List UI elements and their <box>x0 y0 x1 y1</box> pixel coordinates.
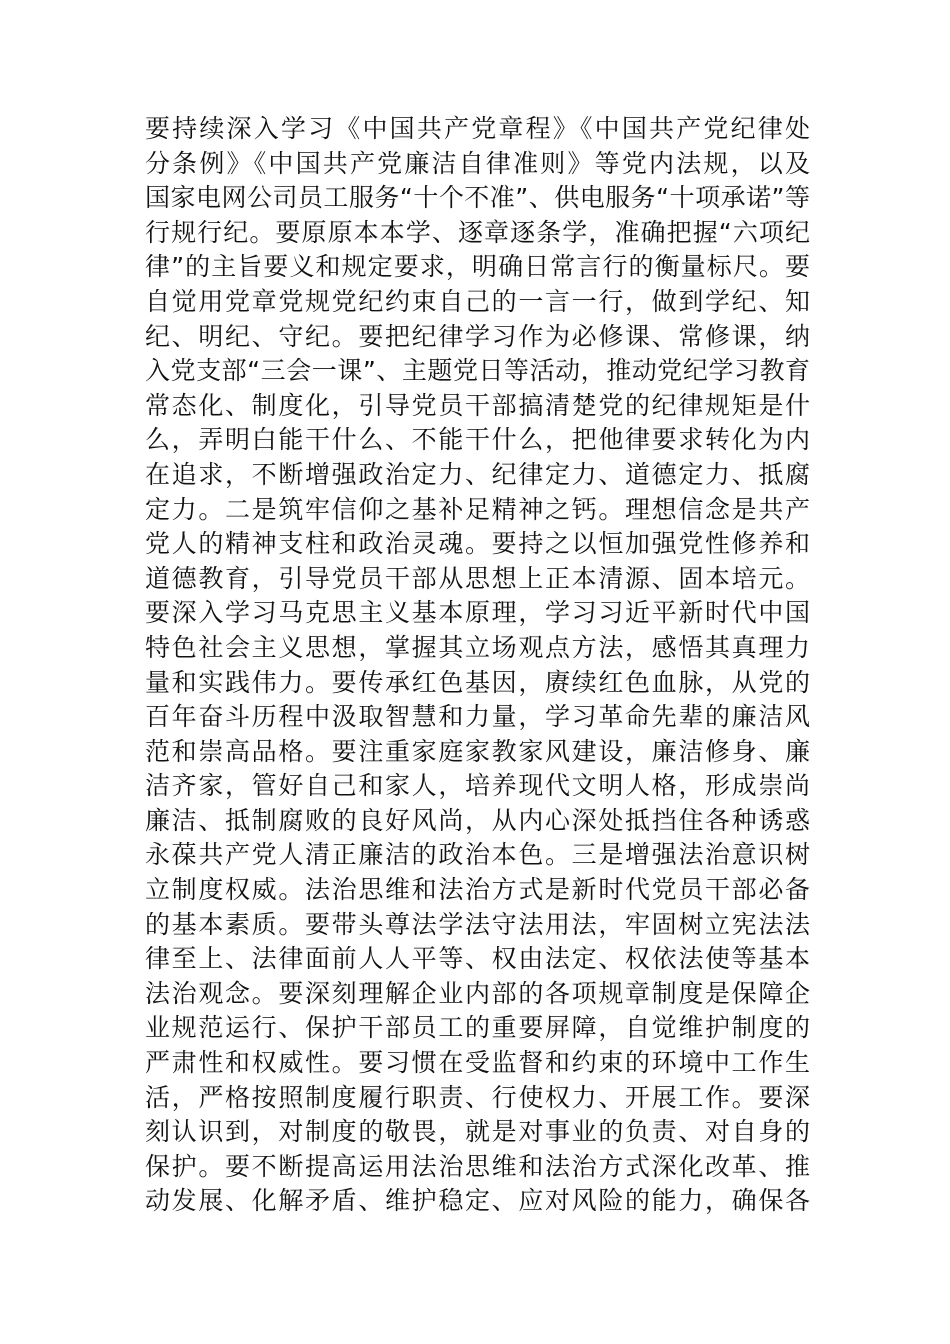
text-line: 党人的精神支柱和政治灵魂。要持之以恒加强党性修养和 <box>145 529 810 559</box>
text-line: 要深入学习马克思主义基本原理，学习习近平新时代中国 <box>145 598 810 628</box>
text-line: 法治观念。要深刻理解企业内部的各项规章制度是保障企 <box>145 978 810 1008</box>
text-line: 行规行纪。要原原本本学、逐章逐条学，准确把握“六项纪 <box>145 217 810 247</box>
text-line: 分条例》《中国共产党廉洁自律准则》等党内法规，以及 <box>145 148 810 178</box>
text-line: 律”的主旨要义和规定要求，明确日常言行的衡量标尺。要 <box>145 252 810 282</box>
text-line: 立制度权威。法治思维和法治方式是新时代党员干部必备 <box>145 875 810 905</box>
text-line: 特色社会主义思想，掌握其立场观点方法，感悟其真理力 <box>145 632 810 662</box>
text-line: 在追求，不断增强政治定力、纪律定力、道德定力、抵腐 <box>145 459 810 489</box>
text-line: 道德教育，引导党员干部从思想上正本清源、固本培元。 <box>145 563 810 593</box>
text-line: 严肃性和权威性。要习惯在受监督和约束的环境中工作生 <box>145 1048 810 1078</box>
body-paragraph <box>145 112 810 1219</box>
text-line: 定力。二是筑牢信仰之基补足精神之钙。理想信念是共产 <box>145 494 810 524</box>
text-line: 量和实践伟力。要传承红色基因，赓续红色血脉，从党的 <box>145 667 810 697</box>
text-line: 范和崇高品格。要注重家庭家教家风建设，廉洁修身、廉 <box>145 736 810 766</box>
text-line: 么，弄明白能干什么、不能干什么，把他律要求转化为内 <box>145 425 810 455</box>
text-line: 永葆共产党人清正廉洁的政治本色。三是增强法治意识树 <box>145 840 810 870</box>
text-line: 动发展、化解矛盾、维护稳定、应对风险的能力，确保各 <box>145 1186 810 1216</box>
text-line: 自觉用党章党规党纪约束自己的一言一行，做到学纪、知 <box>145 286 810 316</box>
text-line: 要持续深入学习《中国共产党章程》《中国共产党纪律处 <box>145 114 810 143</box>
text-line: 洁齐家，管好自己和家人，培养现代文明人格，形成崇尚 <box>145 771 810 801</box>
text-line: 刻认识到，对制度的敬畏，就是对事业的负责、对自身的 <box>145 1117 810 1147</box>
text-line: 百年奋斗历程中汲取智慧和力量，学习革命先辈的廉洁风 <box>145 702 810 732</box>
text-line: 纪、明纪、守纪。要把纪律学习作为必修课、常修课，纳 <box>145 321 810 351</box>
text-line: 律至上、法律面前人人平等、权由法定、权依法使等基本 <box>145 944 810 974</box>
text-line: 保护。要不断提高运用法治思维和法治方式深化改革、推 <box>145 1151 810 1181</box>
text-line: 国家电网公司员工服务“十个不准”、供电服务“十项承诺”等 <box>145 183 810 213</box>
text-line: 的基本素质。要带头尊法学法守法用法，牢固树立宪法法 <box>145 909 810 939</box>
text-line: 活，严格按照制度履行职责、行使权力、开展工作。要深 <box>145 1082 810 1112</box>
text-line: 业规范运行、保护干部员工的重要屏障，自觉维护制度的 <box>145 1013 810 1043</box>
text-line: 入党支部“三会一课”、主题党日等活动，推动党纪学习教育 <box>145 356 810 386</box>
text-line: 廉洁、抵制腐败的良好风尚，从内心深处抵挡住各种诱惑 <box>145 805 810 835</box>
text-line: 常态化、制度化，引导党员干部搞清楚党的纪律规矩是什 <box>145 390 810 420</box>
